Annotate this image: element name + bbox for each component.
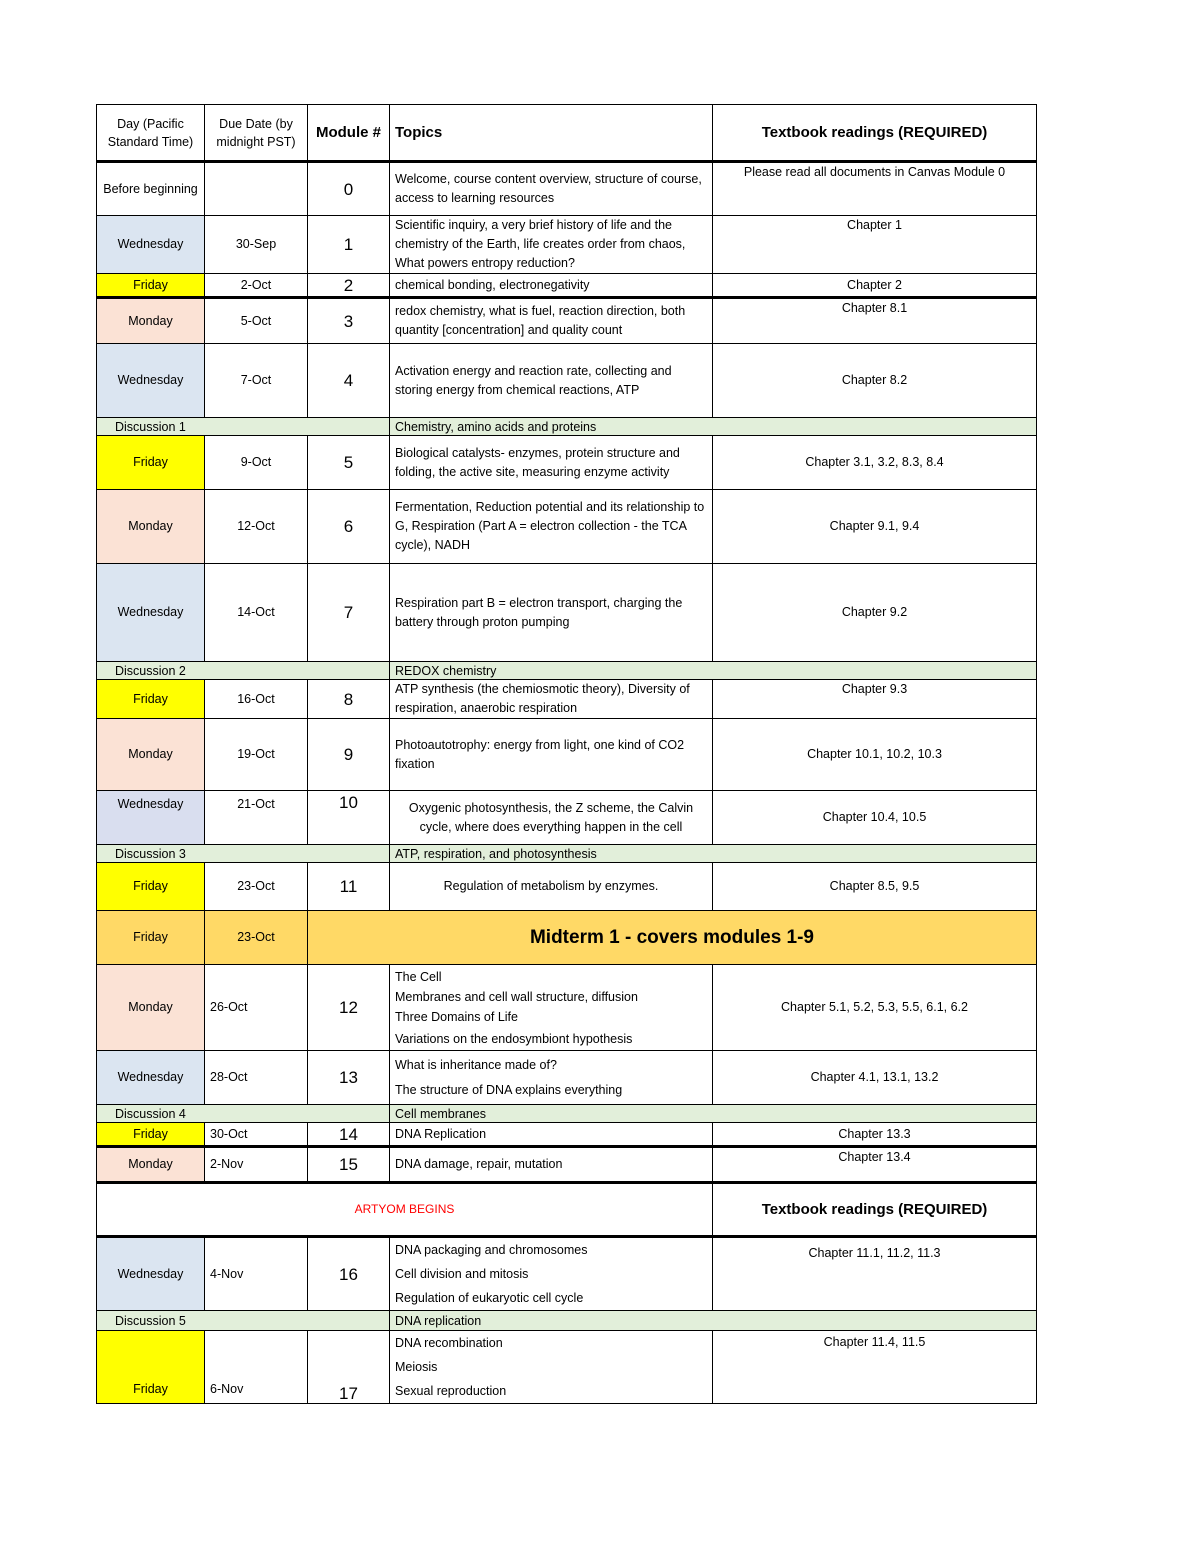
topic-line: Membranes and cell wall structure, diffusion — [395, 989, 638, 1004]
topic-line: Sexual reproduction — [395, 1384, 507, 1398]
day-cell: Friday — [97, 1123, 205, 1147]
topic-line: What is inheritance made of? — [395, 1057, 557, 1072]
date-cell: 5-Oct — [205, 298, 308, 344]
discussion-label: Discussion 3 — [97, 845, 390, 863]
table-row — [97, 1331, 1037, 1404]
discussion-topic: DNA replication — [390, 1311, 1037, 1331]
table-row — [97, 344, 1037, 418]
module-cell: 4 — [308, 344, 390, 418]
topic-line: Meiosis — [395, 1360, 438, 1374]
table-row — [97, 863, 1037, 911]
date-cell: 12-Oct — [205, 490, 308, 564]
topics-cell — [390, 1051, 713, 1105]
reading-cell: Chapter 1 — [713, 216, 1037, 274]
topics-cell — [390, 1331, 713, 1404]
midterm-banner: Midterm 1 - covers modules 1-9 — [308, 911, 1037, 965]
topic-line: DNA recombination — [395, 1336, 503, 1350]
header-row — [97, 105, 1037, 162]
date-cell: 7-Oct — [205, 344, 308, 418]
reading-cell: Chapter 13.4 — [713, 1147, 1037, 1183]
module-cell: 9 — [308, 719, 390, 791]
reading-cell: Chapter 10.1, 10.2, 10.3 — [713, 719, 1037, 791]
day-cell: Before beginning — [97, 162, 205, 216]
discussion-row — [97, 662, 1037, 680]
day-cell: Wednesday — [97, 1051, 205, 1105]
module-cell: 12 — [308, 965, 390, 1051]
day-cell: Monday — [97, 965, 205, 1051]
day-cell: Friday — [97, 911, 205, 965]
reading-cell: Chapter 9.3 — [713, 680, 1037, 719]
topics-cell: Oxygenic photosynthesis, the Z scheme, the Calvin cycle, where does everything happen in the cell — [390, 791, 713, 845]
module-cell: 8 — [308, 680, 390, 719]
table-row — [97, 965, 1037, 1051]
reading-cell: Chapter 5.1, 5.2, 5.3, 5.5, 6.1, 6.2 — [713, 965, 1037, 1051]
discussion-topic: REDOX chemistry — [390, 662, 1037, 680]
reading-cell: Chapter 10.4, 10.5 — [713, 791, 1037, 845]
topics-cell: Scientific inquiry, a very brief history of life and the chemistry of the Earth, life creates order from chaos, What powers entropy reduction? — [390, 216, 713, 274]
table-row — [97, 490, 1037, 564]
module-cell: 1 — [308, 216, 390, 274]
topic-line: DNA packaging and chromosomes — [395, 1243, 588, 1257]
day-cell: Wednesday — [97, 344, 205, 418]
table-row — [97, 436, 1037, 490]
date-cell: 2-Nov — [205, 1147, 308, 1183]
date-cell: 26-Oct — [205, 965, 308, 1051]
module-cell: 14 — [308, 1123, 390, 1147]
header-topics: Topics — [390, 105, 713, 162]
reading-cell: Chapter 8.2 — [713, 344, 1037, 418]
schedule-sheet — [96, 104, 1036, 1404]
topics-cell: ATP synthesis (the chemiosmotic theory), Diversity of respiration, anaerobic respiration — [390, 680, 713, 719]
reading-cell: Chapter 4.1, 13.1, 13.2 — [713, 1051, 1037, 1105]
discussion-topic: ATP, respiration, and photosynthesis — [390, 845, 1037, 863]
discussion-topic: Chemistry, amino acids and proteins — [390, 418, 1037, 436]
discussion-row — [97, 1105, 1037, 1123]
date-cell: 28-Oct — [205, 1051, 308, 1105]
date-cell: 30-Sep — [205, 216, 308, 274]
day-cell: Monday — [97, 298, 205, 344]
table-row — [97, 791, 1037, 845]
topics-cell: Fermentation, Reduction potential and its relationship to G, Respiration (Part A = electron collection - the TCA cycle), NADH — [390, 490, 713, 564]
day-cell: Monday — [97, 1147, 205, 1183]
date-cell: 6-Nov — [205, 1331, 308, 1404]
day-cell: Wednesday — [97, 1237, 205, 1311]
topic-line: Three Domains of Life — [395, 1009, 518, 1024]
topics-cell: Biological catalysts- enzymes, protein structure and folding, the active site, measuring enzyme activity — [390, 436, 713, 490]
topics-cell: Respiration part B = electron transport, charging the battery through proton pumping — [390, 564, 713, 662]
day-cell: Friday — [97, 863, 205, 911]
topics-cell: Photoautotrophy: energy from light, one kind of CO2 fixation — [390, 719, 713, 791]
topics-cell: DNA Replication — [390, 1123, 713, 1147]
discussion-label: Discussion 1 — [97, 418, 390, 436]
section-readings-header: Textbook readings (REQUIRED) — [713, 1183, 1037, 1237]
date-cell: 4-Nov — [205, 1237, 308, 1311]
module-cell: 11 — [308, 863, 390, 911]
table-row — [97, 719, 1037, 791]
module-cell: 16 — [308, 1237, 390, 1311]
header-readings: Textbook readings (REQUIRED) — [713, 105, 1037, 162]
table-row — [97, 1237, 1037, 1311]
day-cell: Friday — [97, 1331, 205, 1404]
reading-cell: Chapter 9.2 — [713, 564, 1037, 662]
reading-cell: Chapter 11.1, 11.2, 11.3 — [713, 1237, 1037, 1311]
topic-line: The Cell — [395, 969, 442, 984]
topic-line: The structure of DNA explains everything — [395, 1082, 623, 1097]
module-cell: 6 — [308, 490, 390, 564]
module-cell: 7 — [308, 564, 390, 662]
date-cell — [205, 162, 308, 216]
topics-cell — [390, 1237, 713, 1311]
discussion-row — [97, 1311, 1037, 1331]
table-row — [97, 298, 1037, 344]
midterm-row — [97, 911, 1037, 965]
discussion-topic: Cell membranes — [390, 1105, 1037, 1123]
date-cell: 19-Oct — [205, 719, 308, 791]
table-row — [97, 680, 1037, 719]
discussion-row — [97, 845, 1037, 863]
date-cell: 23-Oct — [205, 911, 308, 965]
discussion-label: Discussion 2 — [97, 662, 390, 680]
module-cell: 3 — [308, 298, 390, 344]
reading-cell: Chapter 8.1 — [713, 298, 1037, 344]
day-cell: Friday — [97, 274, 205, 298]
topics-cell: DNA damage, repair, mutation — [390, 1147, 713, 1183]
header-day: Day (Pacific Standard Time) — [97, 105, 205, 162]
module-cell: 17 — [308, 1331, 390, 1404]
date-cell: 14-Oct — [205, 564, 308, 662]
day-cell: Friday — [97, 680, 205, 719]
discussion-label: Discussion 4 — [97, 1105, 390, 1123]
date-cell: 2-Oct — [205, 274, 308, 298]
table-row — [97, 1123, 1037, 1147]
day-cell: Wednesday — [97, 564, 205, 662]
section-header-row — [97, 1183, 1037, 1237]
day-cell: Monday — [97, 719, 205, 791]
topic-line: Cell division and mitosis — [395, 1267, 529, 1281]
reading-cell: Please read all documents in Canvas Module 0 — [713, 162, 1037, 216]
date-cell: 16-Oct — [205, 680, 308, 719]
table-row — [97, 274, 1037, 298]
section-label: ARTYOM BEGINS — [97, 1183, 713, 1237]
reading-cell: Chapter 8.5, 9.5 — [713, 863, 1037, 911]
header-due-date: Due Date (by midnight PST) — [205, 105, 308, 162]
schedule-table — [96, 104, 1037, 1404]
day-cell: Wednesday — [97, 216, 205, 274]
topics-cell: Regulation of metabolism by enzymes. — [390, 863, 713, 911]
module-cell: 5 — [308, 436, 390, 490]
topics-cell: Activation energy and reaction rate, collecting and storing energy from chemical reactions, ATP — [390, 344, 713, 418]
date-cell: 23-Oct — [205, 863, 308, 911]
module-cell: 2 — [308, 274, 390, 298]
topics-cell: Welcome, course content overview, structure of course, access to learning resources — [390, 162, 713, 216]
table-row — [97, 216, 1037, 274]
table-row — [97, 1147, 1037, 1183]
date-cell: 9-Oct — [205, 436, 308, 490]
topics-cell — [390, 965, 713, 1051]
topic-line: Variations on the endosymbiont hypothesis — [395, 1031, 633, 1046]
reading-cell: Chapter 2 — [713, 274, 1037, 298]
date-cell: 21-Oct — [205, 791, 308, 845]
topics-cell: chemical bonding, electronegativity — [390, 274, 713, 298]
reading-cell: Chapter 13.3 — [713, 1123, 1037, 1147]
discussion-label: Discussion 5 — [97, 1311, 390, 1331]
day-cell: Friday — [97, 436, 205, 490]
day-cell: Wednesday — [97, 791, 205, 845]
table-row — [97, 162, 1037, 216]
table-row — [97, 1051, 1037, 1105]
topics-cell: redox chemistry, what is fuel, reaction direction, both quantity [concentration] and quality count — [390, 298, 713, 344]
module-cell: 15 — [308, 1147, 390, 1183]
topic-line: Regulation of eukaryotic cell cycle — [395, 1291, 584, 1305]
discussion-row — [97, 418, 1037, 436]
day-cell: Monday — [97, 490, 205, 564]
header-module: Module # — [308, 105, 390, 162]
module-cell: 0 — [308, 162, 390, 216]
module-cell: 10 — [308, 791, 390, 845]
date-cell: 30-Oct — [205, 1123, 308, 1147]
reading-cell: Chapter 3.1, 3.2, 8.3, 8.4 — [713, 436, 1037, 490]
reading-cell: Chapter 9.1, 9.4 — [713, 490, 1037, 564]
reading-cell: Chapter 11.4, 11.5 — [713, 1331, 1037, 1404]
table-row — [97, 564, 1037, 662]
module-cell: 13 — [308, 1051, 390, 1105]
